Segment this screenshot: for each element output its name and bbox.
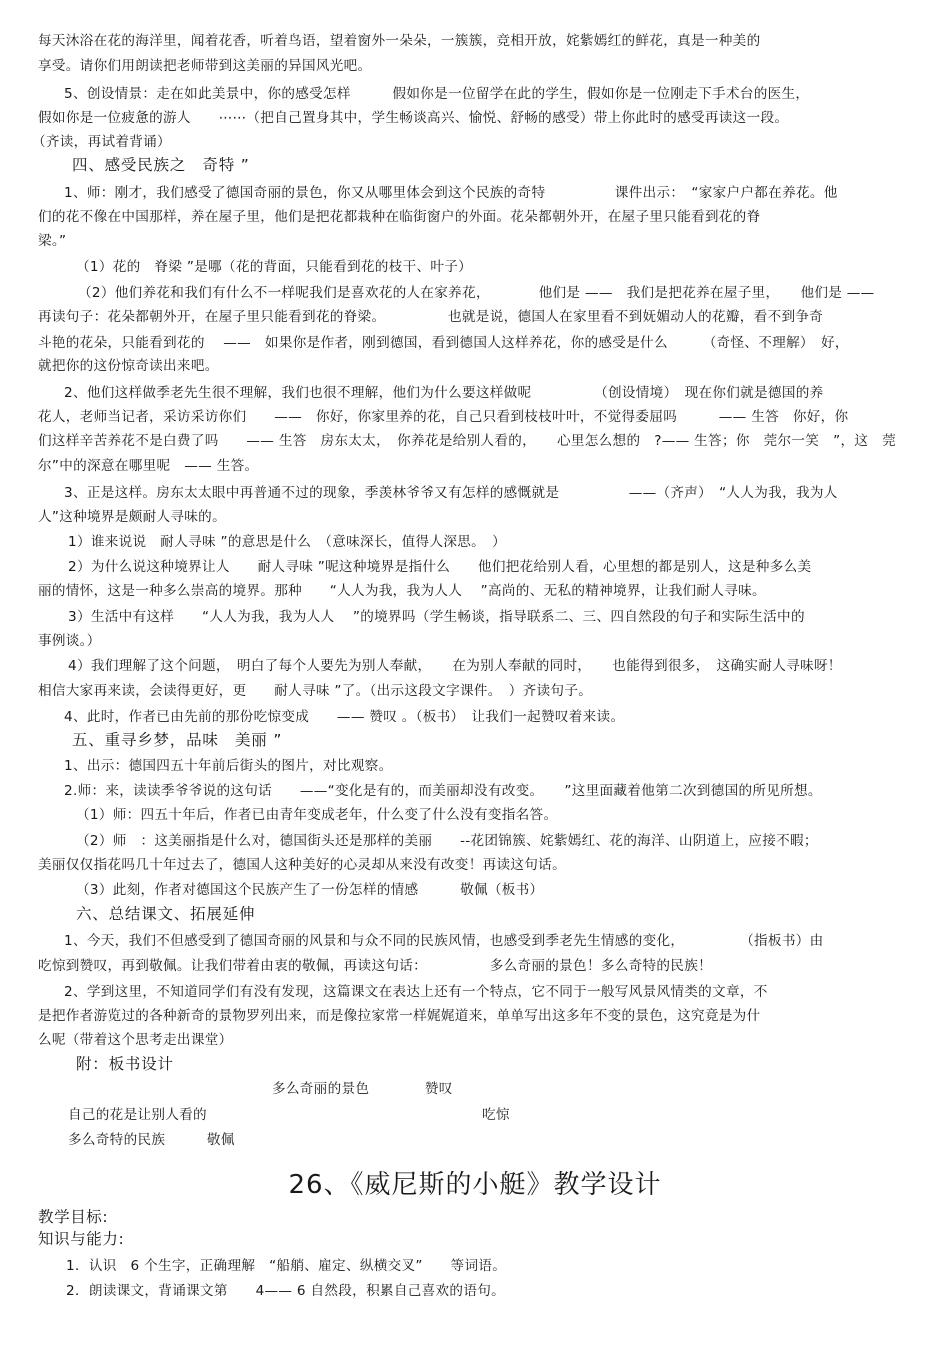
text-line: 斗艳的花朵，只能看到花的 —— 如果你是作者，刚到德国，看到德国人这样养花，你的感受是什么 （奇怪、不理解） 好， — [38, 335, 849, 351]
goal-item: 1．认识 6 个生字，正确理解 “船艄、雇定、纵横交叉” 等词语。 — [66, 1258, 507, 1274]
text-line: 梁。” — [38, 233, 67, 249]
text-line: （1）师：四五十年后，作者已由青年变成老年，什么变了什么没有变指名答。 — [76, 807, 558, 823]
text-line: 4、此时，作者已由先前的那份吃惊变成 —— 赞叹 。（板书） 让我们一起赞叹着来读。 — [64, 709, 625, 725]
text-line: 么呢（带着这个思考走出课堂） — [38, 1032, 233, 1048]
text-line: 丽的情怀，这是一种多么崇高的境界。那种 “人人为我，我为人人 ”高尚的、无私的精神境界，让我们耐人寻味。 — [38, 583, 766, 599]
text-line: （2）他们养花和我们有什么不一样呢我们是喜欢花的人在家养花， 他们是 —— 我们是把花养在屋子里， 他们是 —— — [78, 285, 875, 301]
text-line: 1、出示：德国四五十年前后街头的图片，对比观察。 — [64, 758, 393, 774]
goals-label: 教学目标: — [38, 1208, 109, 1226]
text-line: 相信大家再来读，会读得更好，更 耐人寻味 ”了。（出示这段文字课件。 ）齐读句子。 — [38, 683, 593, 699]
text-line: 假如你是一位疲惫的游人 ⋯⋯（把自己置身其中，学生畅谈高兴、愉悦、舒畅的感受）带上你此时的感受再读这一段。 — [38, 110, 789, 126]
text-line: 花人，老师当记者，采访采访你们 —— 你好，你家里养的花，自己只看到枝枝叶叶，不觉得委屈吗 —— 生答 你好，你 — [38, 409, 849, 425]
section-heading-5: 五、重寻乡梦，品味 美丽 ” — [72, 731, 283, 749]
section-heading-4: 四、感受民族之 奇特 ” — [72, 156, 250, 174]
text-line: （齐读，再试着背诵） — [32, 134, 171, 150]
text-line: 1、今天，我们不但感受到了德国奇丽的风景和与众不同的民族风情，也感受到季老先生情感的变化， （指板书）由 — [64, 933, 824, 949]
lesson-title: 26、《威尼斯的小艇》教学设计 — [288, 1170, 662, 1200]
text-line: （2）师 ：这美丽指是什么对，德国街头还是那样的美丽 --花团锦簇、姹紫嫣红、花的海洋、山阴道上，应接不暇； — [76, 833, 818, 849]
text-line: （1）花的 脊梁 ”是哪（花的背面，只能看到花的枝干、叶子） — [76, 259, 473, 275]
text-line: 就把你的这份惊奇读出来吧。 — [38, 358, 219, 374]
text-line: 再读句子：花朵都朝外开，在屋子里只能看到花的脊梁。 也就是说，德国人在家里看不到妩媚动人的花瓣，看不到争奇 — [38, 309, 824, 325]
board-design-heading: 附：板书设计 — [76, 1055, 174, 1073]
board-line: 自己的花是让别人看的 — [68, 1107, 207, 1123]
ability-label: 知识与能力: — [38, 1230, 125, 1248]
section-heading-6: 六、总结课文、拓展延伸 — [76, 905, 256, 923]
text-line: 2）为什么说这种境界让人 耐人寻味 ”呢这种境界是指什么 他们把花给别人看，心里想的都是别人，这是种多么美 — [68, 559, 812, 575]
text-line: 人”这种境界是颇耐人寻味的。 — [38, 509, 226, 525]
text-line: 美丽仅仅指花吗几十年过去了，德国人这种美好的心灵却从来没有改变！再读这句话。 — [38, 857, 566, 873]
text-line: 3、正是这样。房东太太眼中再普通不过的现象，季羡林爷爷又有怎样的感慨就是 ——（齐声） “人人为我，我为人 — [64, 485, 838, 501]
board-line: 多么奇丽的景色 赞叹 — [272, 1081, 453, 1097]
text-line: （3）此刻，作者对德国这个民族产生了一份怎样的情感 敬佩（板书） — [76, 882, 544, 898]
board-line: 吃惊 — [482, 1107, 510, 1123]
goal-item: 2．朗读课文，背诵课文第 4—— 6 自然段，积累自己喜欢的语句。 — [66, 1283, 506, 1299]
text-line: 5、创设情景：走在如此美景中，你的感受怎样 假如你是一位留学在此的学生，假如你是一位刚走下手术台的医生， — [64, 86, 810, 102]
text-line: 2、他们这样做季老先生很不理解，我们也很不理解，他们为什么要这样做呢 （创设情境） 现在你们就是德国的养 — [64, 385, 824, 401]
text-line: 2.师：来，读读季爷爷说的这句话 ——“变化是有的，而美丽却没有改变。 ”这里面藏着他第二次到德国的所见所想。 — [64, 783, 822, 799]
text-line: 每天沐浴在花的海洋里，闻着花香，听着鸟语，望着窗外一朵朵，一簇簇，竞相开放，姹紫嫣红的鲜花，真是一种美的 — [38, 33, 761, 49]
text-line: 1、师：刚才，我们感受了德国奇丽的景色，你又从哪里体会到这个民族的奇特 课件出示： “家家户户都在养花。他 — [64, 185, 838, 201]
text-line: 4）我们理解了这个问题， 明白了每个人要先为别人奉献， 在为别人奉献的同时， 也能得到很多， 这确实耐人寻味呀！ — [68, 658, 842, 674]
text-line: 享受。请你们用朗读把老师带到这美丽的异国风光吧。 — [38, 58, 372, 74]
text-line: 1）谁来说说 耐人寻味 ”的意思是什么 （意味深长，值得人深思。 ） — [68, 534, 507, 550]
text-line: 们这样辛苦养花不是白费了吗 —— 生答 房东太太， 你养花是给别人看的， 心里怎么想的 ?—— 生答；你 莞尔一笑 ”，这 莞 — [38, 433, 897, 449]
text-line: 尔”中的深意在哪里呢 —— 生答。 — [38, 458, 259, 474]
text-line: 2、学到这里，不知道同学们有没有发现，这篇课文在表达上还有一个特点，它不同于一般写风景风情类的文章，不 — [64, 984, 768, 1000]
text-line: 吃惊到赞叹，再到敬佩。让我们带着由衷的敬佩，再读这句话： 多么奇丽的景色！多么奇特的民族！ — [38, 958, 712, 974]
text-line: 事例谈。） — [38, 633, 101, 649]
text-line: 3）生活中有这样 “人人为我，我为人人 ”的境界吗（学生畅谈，指导联系二、三、四自然段的句子和实际生活中的 — [68, 609, 805, 625]
text-line: 们的花不像在中国那样，养在屋子里，他们是把花都栽种在临街窗户的外面。花朵都朝外开，在屋子里只能看到花的脊 — [38, 209, 761, 225]
board-line: 多么奇特的民族 敬佩 — [68, 1132, 235, 1148]
text-line: 是把作者游览过的各种新奇的景物罗列出来，而是像拉家常一样娓娓道来，单单写出这多年不变的景色，这究竟是为什 — [38, 1008, 761, 1024]
